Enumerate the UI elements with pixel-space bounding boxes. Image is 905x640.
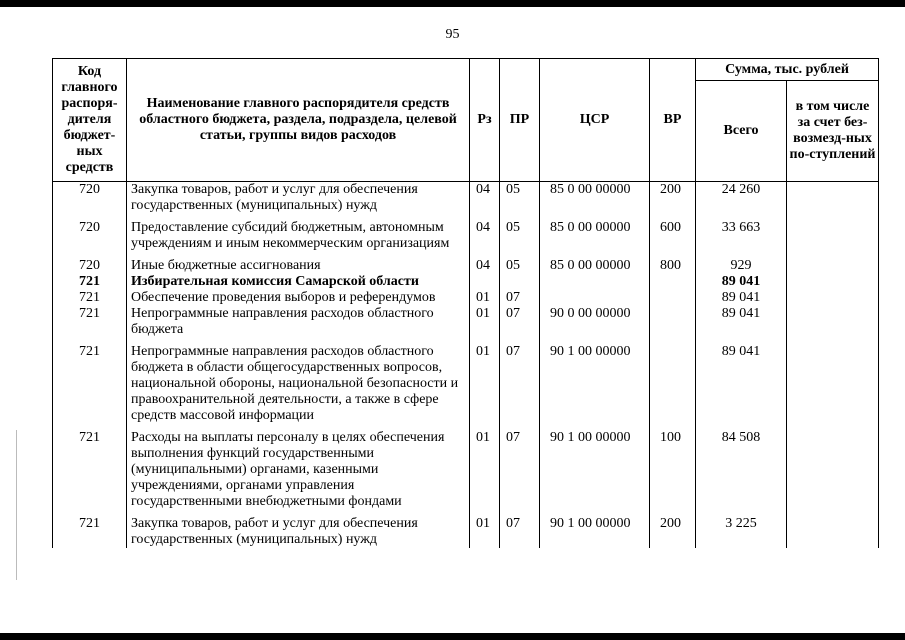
cell-pr: 05: [500, 182, 540, 215]
header-amount: Сумма, тыс. рублей: [696, 59, 879, 81]
scan-margin-line: [16, 430, 17, 580]
cell-pr: 07: [500, 516, 540, 548]
cell-rz: 01: [470, 516, 500, 548]
table-row: [53, 220, 879, 252]
cell-vr: 600: [650, 220, 696, 252]
cell-total: 89 041: [696, 306, 787, 338]
scan-bottom-border: [0, 633, 905, 640]
cell-vr: 200: [650, 516, 696, 548]
header-csr: ЦСР: [540, 59, 650, 182]
cell-vr: [650, 306, 696, 338]
cell-csr: 90 1 00 00000: [540, 430, 650, 510]
cell-rz: 01: [470, 306, 500, 338]
cell-code: 720: [53, 258, 127, 274]
cell-pr: [500, 274, 540, 290]
cell-code: 720: [53, 220, 127, 252]
cell-vr: 800: [650, 258, 696, 274]
cell-name: Непрограммные направления расходов областного бюджета: [127, 306, 470, 338]
cell-pr: 07: [500, 430, 540, 510]
cell-rz: 04: [470, 182, 500, 215]
header-pr: ПР: [500, 59, 540, 182]
cell-rz: 04: [470, 220, 500, 252]
table-row: [53, 306, 879, 338]
scan-top-border: [0, 0, 905, 7]
cell-vr: 200: [650, 182, 696, 215]
cell-csr: [540, 274, 650, 290]
table-row: [53, 344, 879, 424]
cell-csr: [540, 290, 650, 306]
cell-name: Непрограммные направления расходов областного бюджета в области общегосударственных вопросов, национальной обороны, национальной безопасности и правоохранительной деятельности, а также в сфере средств массовой информации: [127, 344, 470, 424]
cell-total: 84 508: [696, 430, 787, 510]
cell-incl: [787, 258, 879, 274]
cell-incl: [787, 430, 879, 510]
cell-total: 3 225: [696, 516, 787, 548]
cell-code: 721: [53, 306, 127, 338]
cell-pr: 07: [500, 290, 540, 306]
header-rz: Рз: [470, 59, 500, 182]
cell-name: Закупка товаров, работ и услуг для обеспечения государственных (муниципальных) нужд: [127, 516, 470, 548]
cell-name: Избирательная комиссия Самарской области: [127, 274, 470, 290]
header-vr: ВР: [650, 59, 696, 182]
cell-name: Закупка товаров, работ и услуг для обеспечения государственных (муниципальных) нужд: [127, 182, 470, 215]
table-row: [53, 258, 879, 274]
cell-csr: 90 1 00 00000: [540, 516, 650, 548]
cell-pr: 05: [500, 258, 540, 274]
cell-code: 721: [53, 290, 127, 306]
cell-vr: [650, 274, 696, 290]
cell-pr: 07: [500, 306, 540, 338]
budget-table: [52, 58, 879, 548]
cell-rz: 04: [470, 258, 500, 274]
cell-vr: 100: [650, 430, 696, 510]
cell-csr: 85 0 00 00000: [540, 258, 650, 274]
cell-incl: [787, 182, 879, 215]
table-body: [53, 182, 879, 549]
table-row: [53, 516, 879, 548]
page-number: 95: [445, 27, 460, 42]
header-total: Всего: [696, 81, 787, 182]
cell-incl: [787, 516, 879, 548]
cell-total: 89 041: [696, 344, 787, 424]
header-code: Код главного распоря-дителя бюджет-ных средств: [53, 59, 127, 182]
table-row: [53, 430, 879, 510]
cell-csr: 90 1 00 00000: [540, 344, 650, 424]
cell-code: 721: [53, 516, 127, 548]
cell-name: Обеспечение проведения выборов и референдумов: [127, 290, 470, 306]
cell-incl: [787, 290, 879, 306]
cell-rz: 01: [470, 430, 500, 510]
cell-total: 24 260: [696, 182, 787, 215]
table-row: [53, 274, 879, 290]
cell-name: Иные бюджетные ассигнования: [127, 258, 470, 274]
cell-total: 89 041: [696, 290, 787, 306]
cell-vr: [650, 290, 696, 306]
cell-code: 721: [53, 430, 127, 510]
cell-rz: [470, 274, 500, 290]
cell-pr: 05: [500, 220, 540, 252]
header-incl: в том числе за счет без-возмезд-ных по-ступлений: [787, 81, 879, 182]
header-name: Наименование главного распорядителя средств областного бюджета, раздела, подраздела, целевой статьи, группы видов расходов: [127, 59, 470, 182]
cell-code: 720: [53, 182, 127, 215]
table-row: [53, 290, 879, 306]
cell-csr: 85 0 00 00000: [540, 220, 650, 252]
cell-csr: 85 0 00 00000: [540, 182, 650, 215]
cell-code: 721: [53, 274, 127, 290]
cell-csr: 90 0 00 00000: [540, 306, 650, 338]
cell-vr: [650, 344, 696, 424]
cell-incl: [787, 220, 879, 252]
cell-name: Предоставление субсидий бюджетным, автономным учреждениям и иным некоммерческим организациям: [127, 220, 470, 252]
cell-pr: 07: [500, 344, 540, 424]
cell-incl: [787, 306, 879, 338]
cell-rz: 01: [470, 344, 500, 424]
cell-incl: [787, 344, 879, 424]
cell-total: 929: [696, 258, 787, 274]
cell-rz: 01: [470, 290, 500, 306]
cell-code: 721: [53, 344, 127, 424]
cell-total: 33 663: [696, 220, 787, 252]
cell-incl: [787, 274, 879, 290]
table-row: [53, 182, 879, 215]
cell-name: Расходы на выплаты персоналу в целях обеспечения выполнения функций государственными (муниципальными) органами, казенными учреждениями, органами управления государственными внебюджетными фондами: [127, 430, 470, 510]
cell-total: 89 041: [696, 274, 787, 290]
